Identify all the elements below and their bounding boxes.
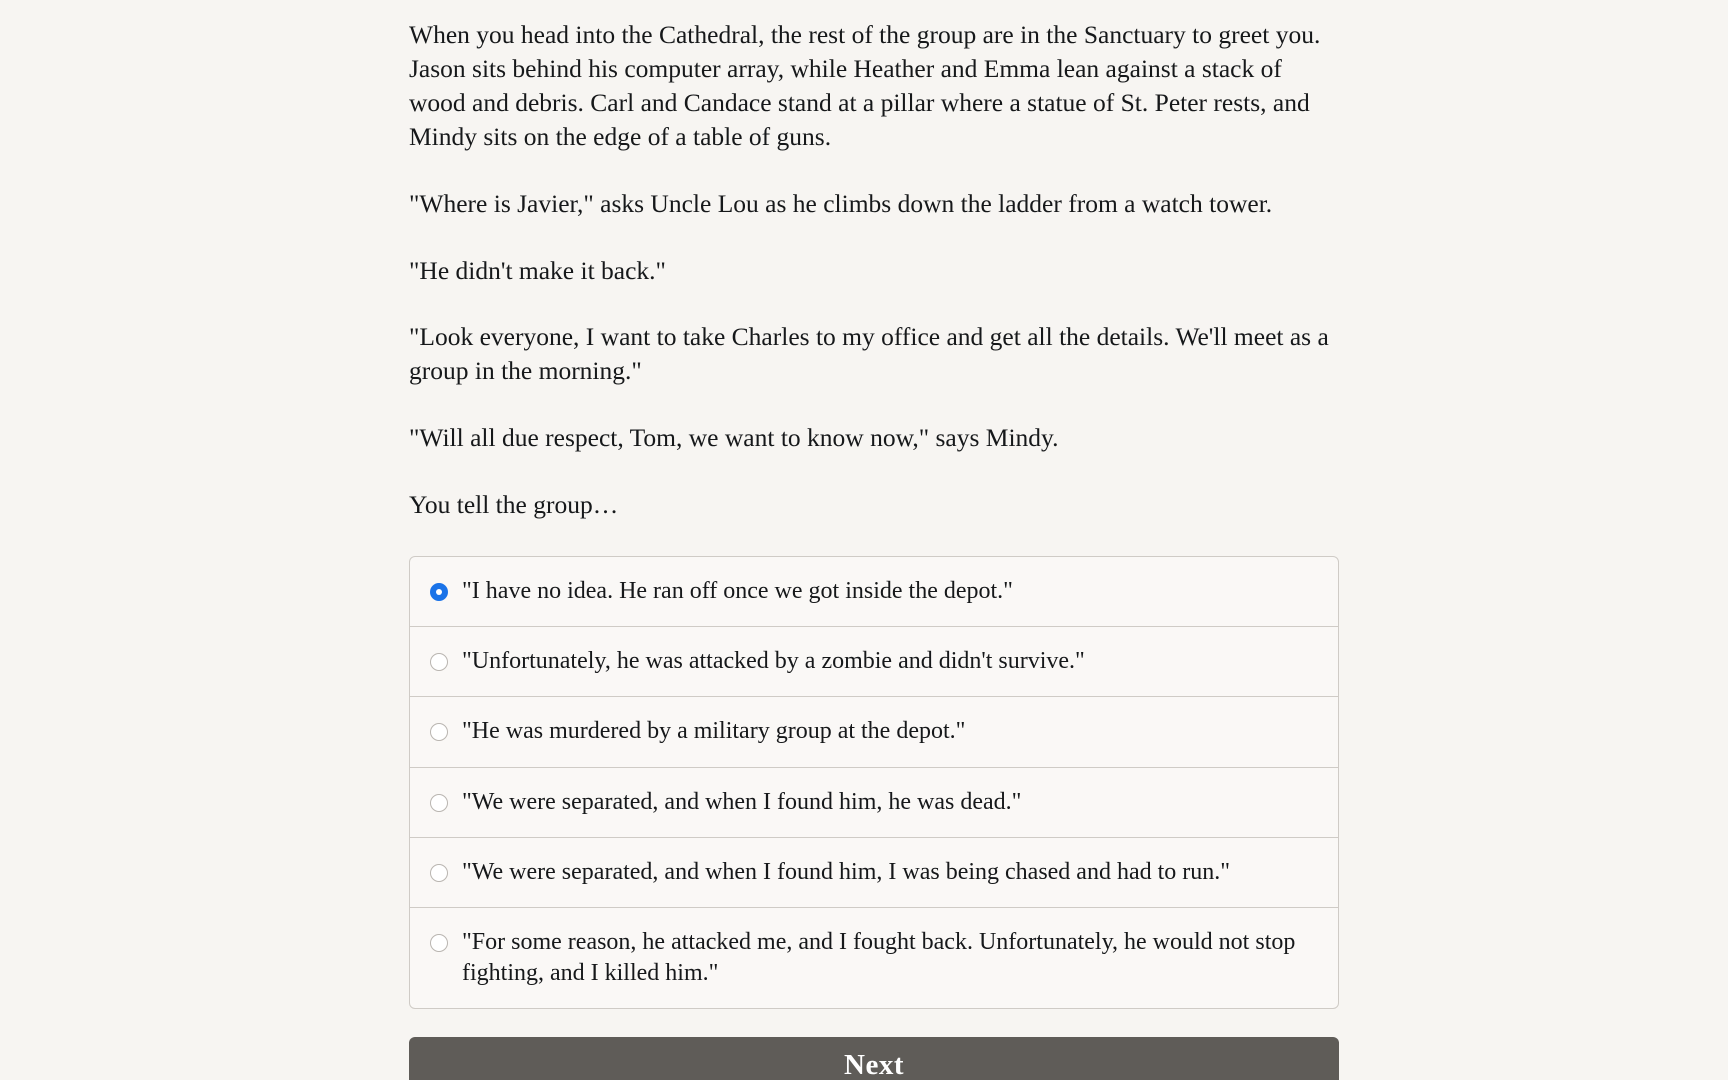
choice-option-label: "We were separated, and when I found him, he was dead." (462, 788, 1022, 815)
next-button[interactable]: Next (409, 1037, 1339, 1080)
choice-option-2[interactable] (410, 627, 1338, 697)
choice-option-label: "Unfortunately, he was attacked by a zombie and didn't survive." (462, 648, 1085, 675)
choice-option-3[interactable] (410, 697, 1338, 767)
story-paragraph: "Where is Javier," asks Uncle Lou as he climbs down the ladder from a watch tower. (409, 188, 1273, 218)
choice-option-label: "For some reason, he attacked me, and I fought back. Unfortunately, he would not stop fighting, and I killed him." (462, 929, 1296, 987)
radio-icon[interactable] (430, 864, 448, 882)
choice-prompt: You tell the group… (409, 490, 619, 520)
choice-option-label: "I have no idea. He ran off once we got inside the depot." (462, 578, 1013, 605)
story-paragraph: "He didn't make it back." (409, 255, 666, 285)
choice-list (409, 556, 1339, 1009)
radio-icon[interactable] (430, 723, 448, 741)
radio-icon[interactable] (430, 583, 448, 601)
choice-option-label: "We were separated, and when I found him, I was being chased and had to run." (462, 858, 1231, 885)
radio-icon[interactable] (430, 653, 448, 671)
story-paragraph: "Will all due respect, Tom, we want to know now," says Mindy. (409, 423, 1059, 453)
radio-icon[interactable] (430, 934, 448, 952)
choice-option-6[interactable] (410, 908, 1338, 1008)
story-text (409, 18, 1339, 455)
choice-option-4[interactable] (410, 768, 1338, 838)
story-paragraph: When you head into the Cathedral, the rest of the group are in the Sanctuary to greet you. Jason sits behind his computer array, while Heather and Emma lean against a stack of wood and debris. Carl and Candace stand at a pillar where a statue of St. Peter rests, and Mindy sits on the edge of a table of guns. (409, 20, 1321, 151)
choice-option-5[interactable] (410, 838, 1338, 908)
choice-option-1[interactable] (410, 557, 1338, 627)
radio-icon[interactable] (430, 794, 448, 812)
content-column (409, 0, 1339, 1080)
choice-option-label: "He was murdered by a military group at the depot." (462, 718, 966, 745)
story-paragraph: "Look everyone, I want to take Charles to my office and get all the details. We'll meet as a group in the morning." (409, 322, 1329, 386)
